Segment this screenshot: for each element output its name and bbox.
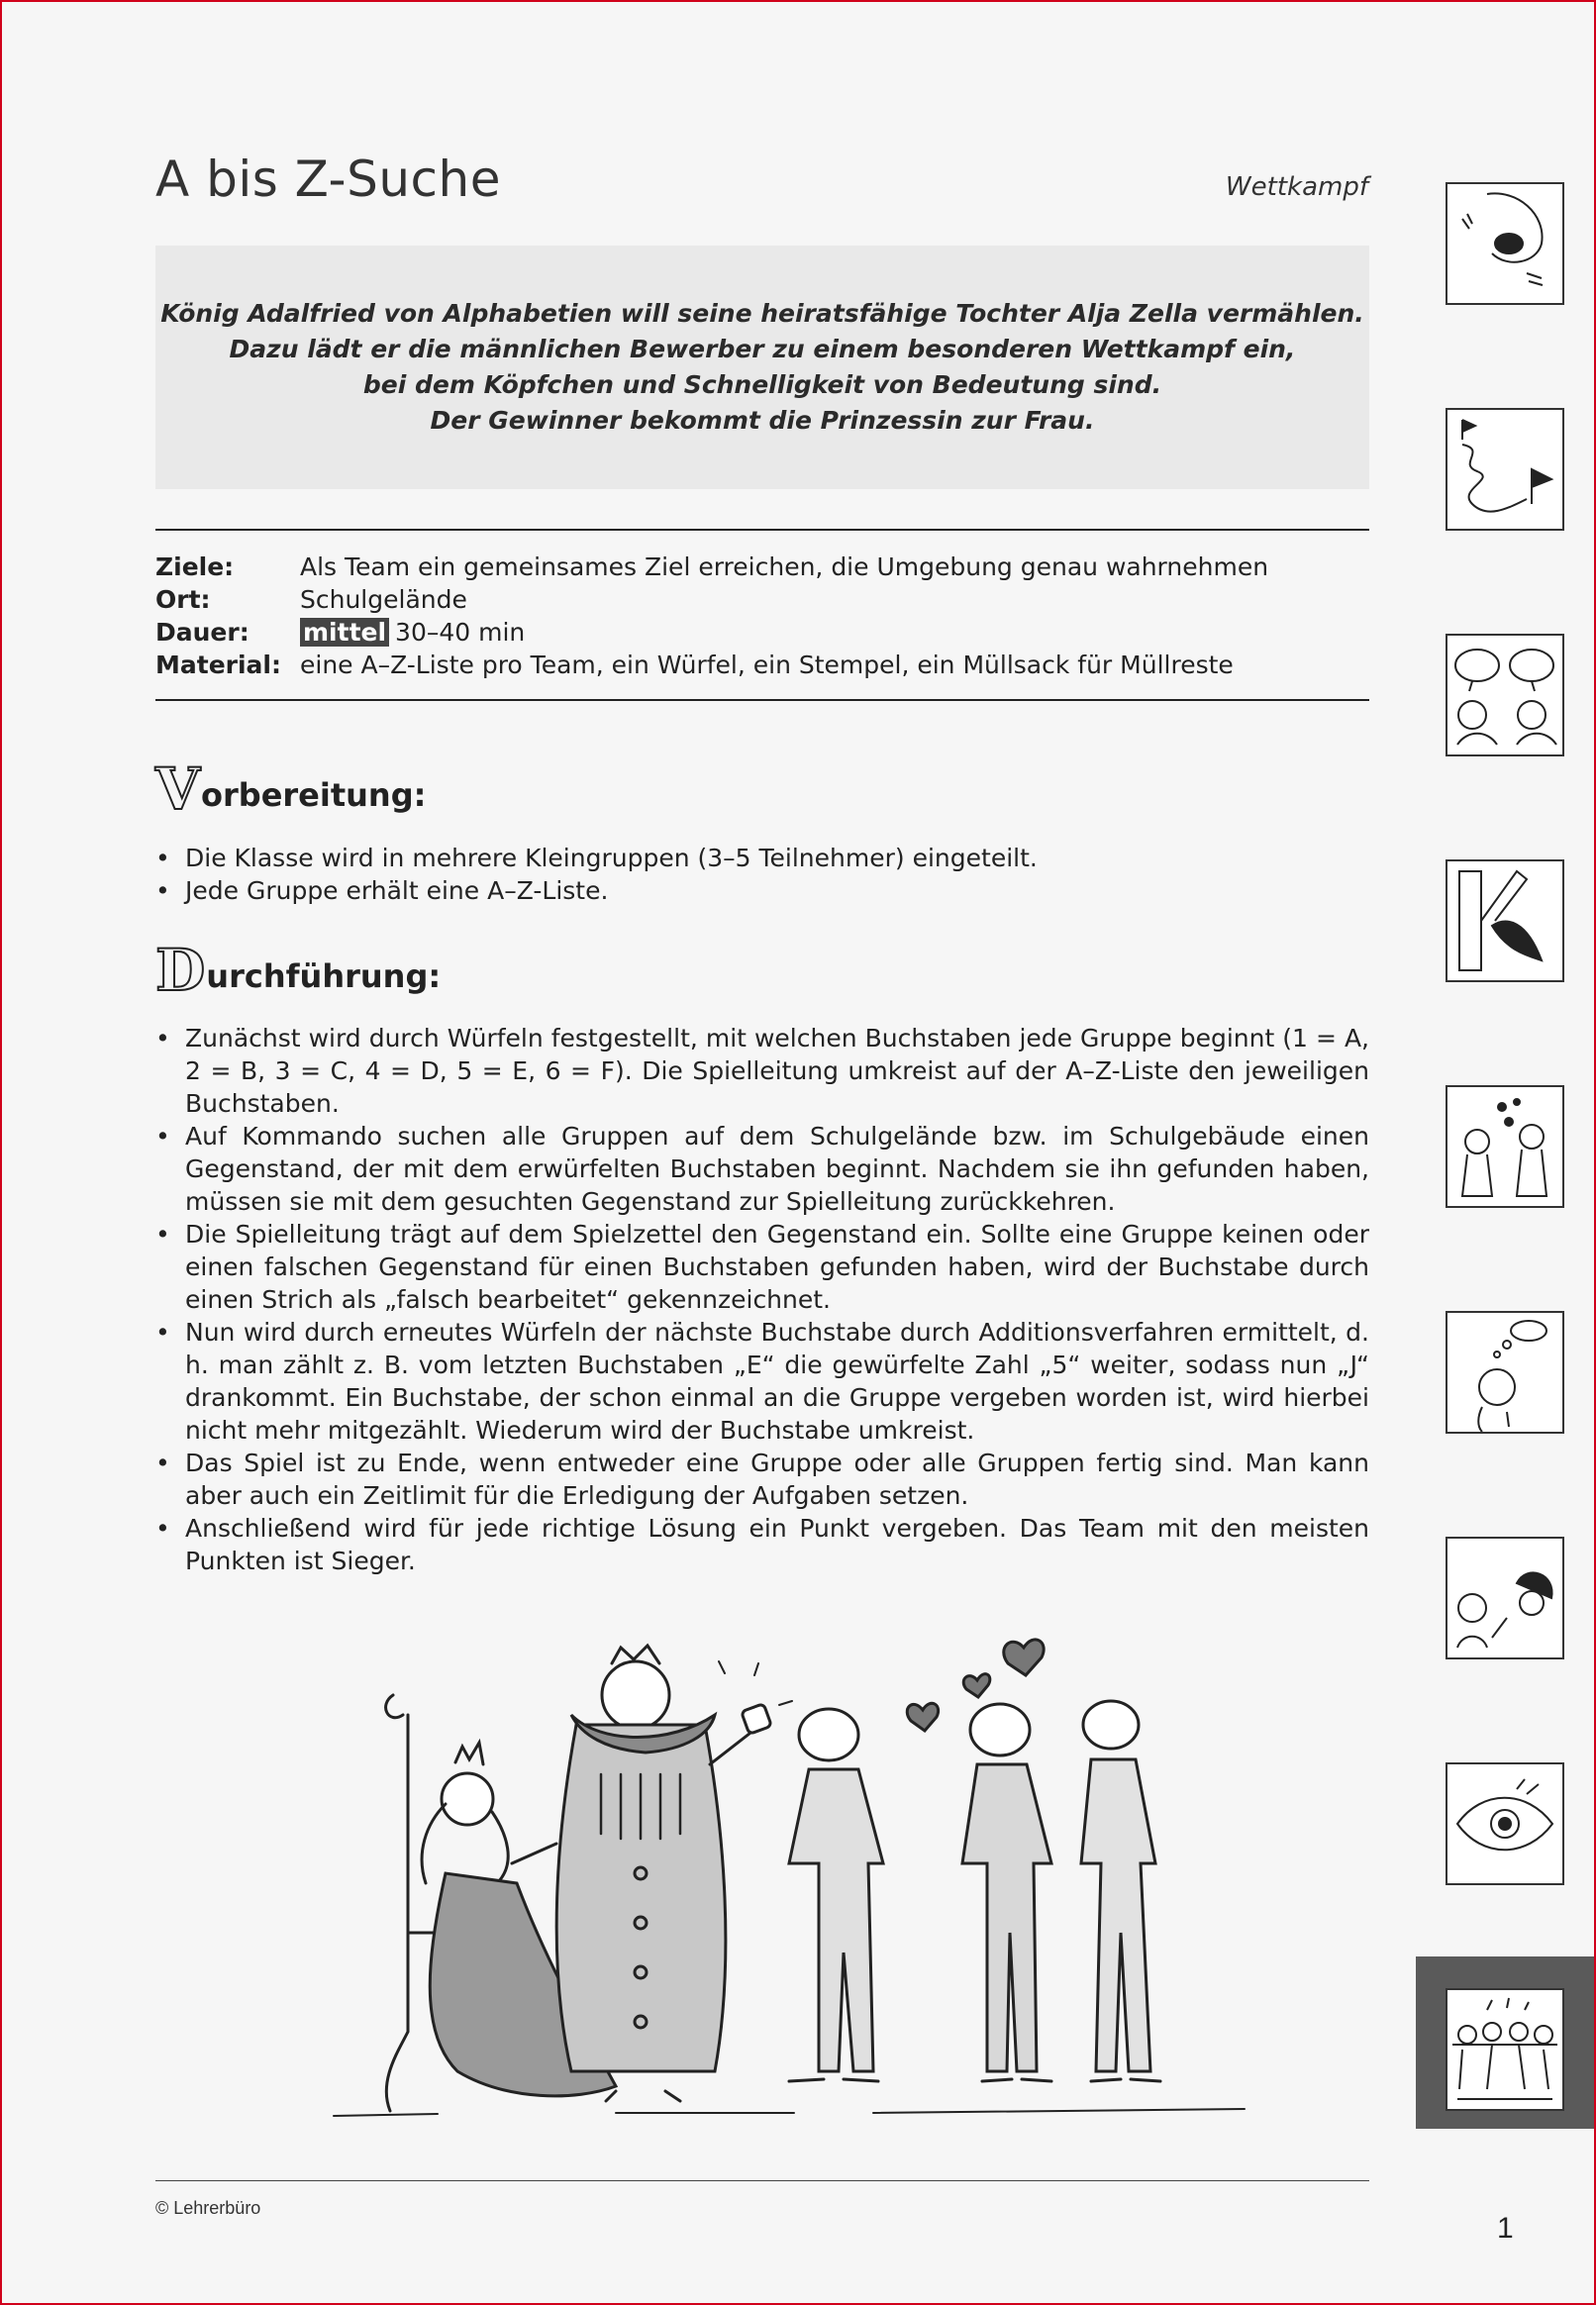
list-item: • Zunächst wird durch Würfeln festgestellt, mit welchen Buchstaben jede Gruppe beginnt (1 = A, 2 = B, 3 = C, 4 = D, 5 = E, 6 = F). Die Spielleitung umkreist auf der A–Z-Liste den jeweiligen Buchstaben. bbox=[155, 1022, 1369, 1120]
list-item: • Anschließend wird für jede richtige Lösung ein Punkt vergeben. Das Team mit den meisten Punkten ist Sieger. bbox=[155, 1512, 1369, 1577]
path-flag-icon bbox=[1446, 408, 1564, 531]
info-value: Als Team ein gemeinsames Ziel erreichen, die Umgebung genau wahrnehmen bbox=[300, 552, 1269, 581]
pirate-icon bbox=[1446, 1537, 1564, 1659]
intro-line: König Adalfried von Alphabetien will seine heiratsfähige Tochter Alja Zella vermählen. bbox=[160, 299, 1364, 328]
list-durchfuehrung bbox=[155, 1022, 1369, 1577]
info-label: Ziele: bbox=[155, 552, 235, 581]
intro-box bbox=[155, 246, 1369, 489]
list-item: • Die Klasse wird in mehrere Kleingruppen (3–5 Teilnehmer) eingeteilt. bbox=[155, 842, 1369, 874]
category-label: Wettkampf bbox=[1225, 172, 1368, 202]
page-number: 1 bbox=[1497, 2212, 1514, 2245]
tug-of-war-icon[interactable] bbox=[1446, 1988, 1564, 2111]
intro-line: bei dem Köpfchen und Schnelligkeit von Bedeutung sind. bbox=[362, 370, 1162, 399]
decorative-initial: V bbox=[155, 755, 201, 823]
duration-value: 30–40 min bbox=[395, 618, 526, 647]
info-label: Material: bbox=[155, 651, 281, 679]
list-item: • Die Spielleitung trägt auf dem Spielzettel den Gegenstand ein. Sollte eine Gruppe keinen oder einen falschen Gegenstand für einen Buchstaben gefunden haben, wird der Buchstabe durch einen Strich als „falsch bearbeitet“ gekennzeichnet. bbox=[155, 1218, 1369, 1316]
eye-peek-icon bbox=[1446, 182, 1564, 305]
heading-durchfuehrung bbox=[155, 937, 442, 1004]
info-label: Ort: bbox=[155, 585, 211, 614]
list-item: • Jede Gruppe erhält eine A–Z-Liste. bbox=[155, 874, 1369, 907]
thinking-icon bbox=[1446, 1311, 1564, 1434]
heading-text: orbereitung: bbox=[201, 776, 427, 814]
eye-icon bbox=[1446, 1762, 1564, 1885]
info-value: Schulgelände bbox=[300, 585, 467, 614]
page-title: A bis Z-Suche bbox=[155, 150, 501, 208]
difficulty-badge: mittel bbox=[300, 618, 389, 647]
info-row-material bbox=[155, 649, 1369, 681]
list-item: • Nun wird durch erneutes Würfeln der nächste Buchstabe durch Additionsverfahren ermittelt, d. h. man zählt z. B. vom letzten Buchstaben „E“ die gewürfelte Zahl „5“ weiter, sodass nun „J“ drankommt. Ein Buchstabe, der schon einmal an die Gruppe vergeben worden ist, wird hierbei nicht mehr mitgezählt. Wiederum wird der Buchstabe umkreist. bbox=[155, 1316, 1369, 1447]
king-princess-suitors-illustration bbox=[319, 1636, 1269, 2131]
info-value bbox=[300, 616, 1369, 649]
info-row-dauer bbox=[155, 616, 1369, 649]
decorative-initial: D bbox=[155, 937, 206, 1004]
info-value: eine A–Z-Liste pro Team, ein Würfel, ein Stempel, ein Müllsack für Müllreste bbox=[300, 651, 1234, 679]
heading-vorbereitung bbox=[155, 755, 427, 823]
list-vorbereitung bbox=[155, 842, 1369, 907]
footer-divider bbox=[155, 2180, 1369, 2181]
speech-bubbles-icon bbox=[1446, 634, 1564, 756]
list-item: • Das Spiel ist zu Ende, wenn entweder eine Gruppe oder alle Gruppen fertig sind. Man kann aber auch ein Zeitlimit für die Erledigung der Aufgaben setzen. bbox=[155, 1447, 1369, 1512]
heading-text: urchführung: bbox=[206, 957, 442, 995]
letter-k-icon bbox=[1446, 859, 1564, 982]
info-row-ort bbox=[155, 583, 1369, 616]
list-item: • Auf Kommando suchen alle Gruppen auf dem Schulgelände bzw. im Schulgebäude einen Gegenstand, der mit dem erwürfelten Buchstaben beginnt. Nachdem sie ihn gefunden haben, müssen sie mit dem gesuchten Gegenstand zur Spielleitung zurückkehren. bbox=[155, 1120, 1369, 1218]
intro-line: Der Gewinner bekommt die Prinzessin zur Frau. bbox=[430, 406, 1095, 435]
juggling-icon bbox=[1446, 1085, 1564, 1208]
info-label: Dauer: bbox=[155, 618, 249, 647]
info-table bbox=[155, 529, 1369, 701]
intro-line: Dazu lädt er die männlichen Bewerber zu einem besonderen Wettkampf ein, bbox=[229, 335, 1296, 363]
info-row-ziele bbox=[155, 551, 1369, 583]
copyright: © Lehrerbüro bbox=[155, 2198, 261, 2218]
